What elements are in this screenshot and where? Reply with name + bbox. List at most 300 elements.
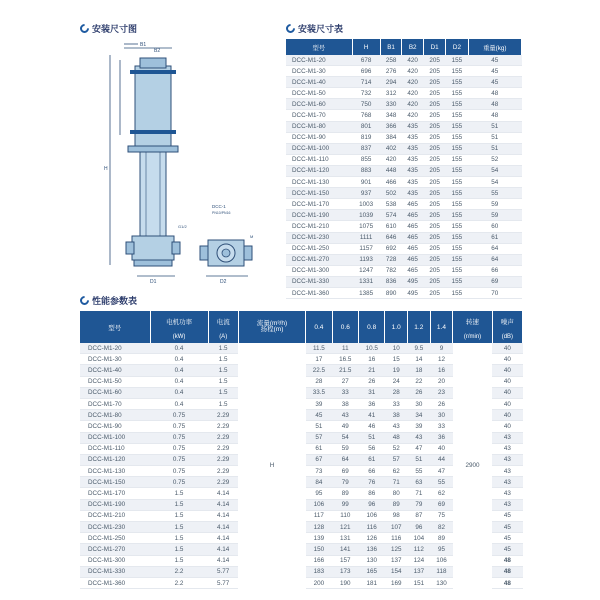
head-value-cell: 121 [332,522,358,533]
value-cell: 205 [423,199,445,210]
value-cell: 714 [352,77,380,88]
head-value-cell: 150 [306,544,332,555]
value-cell: 836 [380,276,402,287]
value-cell: 420 [380,154,402,165]
head-value-cell: 20 [430,376,453,387]
power-cell: 0.4 [150,343,208,354]
label-view: DCC-1 [212,204,226,209]
head-value-cell: 43 [332,410,358,421]
perf-header-noise-unit: (dB) [492,331,522,343]
value-cell: 45 [468,55,521,66]
value-cell: 465 [402,254,424,265]
power-cell: 0.4 [150,354,208,365]
value-cell: 1193 [352,254,380,265]
value-cell: 801 [352,121,380,132]
perf-header-flow-5: 1.4 [430,311,453,343]
head-value-cell: 96 [359,499,385,510]
value-cell: 45 [468,77,521,88]
noise-cell: 45 [492,510,522,521]
head-value-cell: 46 [359,421,385,432]
head-value-cell: 21 [359,365,385,376]
head-value-cell: 51 [408,454,431,465]
current-cell: 4.14 [208,544,238,555]
head-value-cell: 82 [430,522,453,533]
perf-header-noise: 噪声 [492,311,522,331]
noise-cell: 40 [492,421,522,432]
value-cell: 384 [380,132,402,143]
power-cell: 1.5 [150,510,208,521]
head-value-cell: 131 [332,533,358,544]
table-row [286,55,522,66]
head-value-cell: 18 [408,365,431,376]
label-m: M [250,234,254,239]
table-row [286,154,522,165]
current-cell: 1.5 [208,365,238,376]
model-cell: DCC-M1-40 [80,365,150,376]
current-cell: 4.14 [208,510,238,521]
label-b2: B2 [154,48,161,54]
power-cell: 1.5 [150,533,208,544]
head-value-cell: 38 [332,398,358,409]
head-value-cell: 116 [359,522,385,533]
model-cell: DCC-M1-190 [80,499,150,510]
noise-cell: 43 [492,466,522,477]
head-value-cell: 106 [306,499,332,510]
head-value-cell: 33 [430,421,453,432]
value-cell: 205 [423,66,445,77]
head-value-cell: 130 [359,555,385,566]
label-d1: D1 [150,279,157,285]
value-cell: 45 [468,66,521,77]
perf-header-speed: 转速 [453,311,492,331]
head-value-cell: 166 [306,555,332,566]
value-cell: 51 [468,121,521,132]
value-cell: 66 [468,265,521,276]
value-cell: 1075 [352,221,380,232]
dim-header-2: B1 [380,39,402,55]
table-row [286,121,522,132]
performance-table [80,311,523,589]
value-cell: 48 [468,88,521,99]
head-value-cell: 75 [430,510,453,521]
table-row [286,232,522,243]
perf-header-head: 扬程(m) [260,326,284,333]
value-cell: 768 [352,110,380,121]
head-value-cell: 43 [408,432,431,443]
value-cell: 1331 [352,276,380,287]
value-cell: 54 [468,165,521,176]
head-value-cell: 200 [306,577,332,588]
head-value-cell: 136 [359,544,385,555]
value-cell: 155 [446,254,468,265]
value-cell: 420 [402,77,424,88]
value-cell: 466 [380,177,402,188]
label-d2: D2 [220,279,227,285]
power-cell: 0.75 [150,421,208,432]
value-cell: 155 [446,177,468,188]
model-cell: DCC-M1-50 [286,88,352,99]
noise-cell: 48 [492,555,522,566]
value-cell: 1003 [352,199,380,210]
value-cell: 51 [468,132,521,143]
value-cell: 155 [446,287,468,298]
current-cell: 2.29 [208,421,238,432]
head-value-cell: 31 [359,387,385,398]
model-cell: DCC-M1-120 [286,165,352,176]
section-title-dimension-drawing: 安装尺寸图 [80,22,137,35]
value-cell: 465 [402,210,424,221]
power-cell: 2.2 [150,577,208,588]
head-value-cell: 89 [430,533,453,544]
value-cell: 782 [380,265,402,276]
value-cell: 52 [468,154,521,165]
noise-cell: 43 [492,488,522,499]
table-row [286,199,522,210]
value-cell: 59 [468,199,521,210]
current-cell: 2.29 [208,454,238,465]
table-row [286,265,522,276]
value-cell: 610 [380,221,402,232]
perf-header-flow: 流量(m³/h) [256,320,288,327]
table-row [286,254,522,265]
current-cell: 2.29 [208,443,238,454]
head-value-cell: 16.5 [332,354,358,365]
power-cell: 0.75 [150,443,208,454]
value-cell: 312 [380,88,402,99]
value-cell: 205 [423,77,445,88]
head-value-cell: 16 [430,365,453,376]
head-value-cell: 89 [332,488,358,499]
value-cell: 420 [402,66,424,77]
head-value-cell: 165 [359,566,385,577]
value-cell: 155 [446,154,468,165]
perf-header-flow-0: 0.4 [306,311,332,343]
pump-dimension-drawing [80,40,280,285]
head-value-cell: 51 [306,421,332,432]
motor-band-top [130,70,176,74]
head-value-cell: 55 [408,466,431,477]
model-cell: DCC-M1-70 [80,398,150,409]
model-cell: DCC-M1-230 [286,232,352,243]
head-value-cell: 10 [385,343,408,354]
value-cell: 54 [468,177,521,188]
head-value-cell: 14 [408,354,431,365]
current-cell: 1.5 [208,376,238,387]
power-cell: 0.4 [150,365,208,376]
model-cell: DCC-M1-360 [286,287,352,298]
value-cell: 61 [468,232,521,243]
head-value-cell: 48 [385,432,408,443]
noise-cell: 40 [492,387,522,398]
value-cell: 448 [380,165,402,176]
noise-cell: 45 [492,533,522,544]
value-cell: 435 [402,143,424,154]
noise-cell: 40 [492,343,522,354]
dim-header-0: 型号 [286,39,352,55]
model-cell: DCC-M1-30 [286,66,352,77]
noise-cell: 43 [492,432,522,443]
motor-flange [128,146,178,152]
head-value-cell: 11 [332,343,358,354]
head-value-cell: 64 [332,454,358,465]
value-cell: 883 [352,165,380,176]
head-value-cell: 28 [306,376,332,387]
head-value-cell: 39 [408,421,431,432]
value-cell: 495 [402,276,424,287]
head-value-cell: 56 [359,443,385,454]
model-cell: DCC-M1-130 [80,466,150,477]
value-cell: 495 [402,287,424,298]
model-cell: DCC-M1-170 [286,199,352,210]
head-value-cell: 28 [385,387,408,398]
value-cell: 205 [423,232,445,243]
head-value-cell: 79 [408,499,431,510]
perf-header-flow-head [238,311,305,343]
value-cell: 205 [423,154,445,165]
value-cell: 465 [402,221,424,232]
value-cell: 64 [468,243,521,254]
table-row [286,132,522,143]
head-value-cell: 76 [359,477,385,488]
noise-cell: 45 [492,522,522,533]
value-cell: 155 [446,132,468,143]
model-cell: DCC-M1-330 [80,566,150,577]
perf-header-power-unit: (kW) [150,331,208,343]
head-value-cell: 106 [430,555,453,566]
perf-header-flow-3: 1.0 [385,311,408,343]
model-cell: DCC-M1-50 [80,376,150,387]
model-cell: DCC-M1-20 [80,343,150,354]
value-cell: 258 [380,55,402,66]
model-cell: DCC-M1-120 [80,454,150,465]
model-cell: DCC-M1-250 [80,533,150,544]
head-value-cell: 130 [430,577,453,588]
value-cell: 155 [446,265,468,276]
head-value-cell: 40 [430,443,453,454]
head-value-cell: 47 [408,443,431,454]
table-row [286,243,522,254]
power-cell: 0.4 [150,376,208,387]
table-row [286,276,522,287]
model-cell: DCC-M1-150 [286,188,352,199]
value-cell: 205 [423,165,445,176]
value-cell: 155 [446,66,468,77]
head-value-cell: 19 [385,365,408,376]
current-cell: 1.5 [208,354,238,365]
table-row [80,343,523,354]
value-cell: 420 [402,99,424,110]
head-value-cell: 154 [385,566,408,577]
value-cell: 155 [446,165,468,176]
value-cell: 205 [423,177,445,188]
noise-cell: 43 [492,477,522,488]
model-cell: DCC-M1-110 [80,443,150,454]
value-cell: 205 [423,132,445,143]
head-value-cell: 86 [359,488,385,499]
value-cell: 155 [446,276,468,287]
speed-cell: 2900 [453,343,492,589]
head-value-cell: 26 [430,398,453,409]
head-value-cell: 59 [332,443,358,454]
value-cell: 420 [402,110,424,121]
head-value-cell: 98 [385,510,408,521]
head-value-cell: 110 [332,510,358,521]
head-value-cell: 12 [430,354,453,365]
current-cell: 2.29 [208,477,238,488]
table-row [286,177,522,188]
current-cell: 4.14 [208,522,238,533]
head-value-cell: 62 [430,488,453,499]
motor-band-bottom [130,130,176,134]
power-cell: 2.2 [150,566,208,577]
head-value-cell: 33 [332,387,358,398]
head-value-cell: 117 [306,510,332,521]
model-cell: DCC-M1-100 [80,432,150,443]
current-cell: 2.29 [208,432,238,443]
head-value-cell: 128 [306,522,332,533]
head-value-cell: 67 [306,454,332,465]
head-value-cell: 15 [385,354,408,365]
model-cell: DCC-M1-60 [80,387,150,398]
current-cell: 5.77 [208,566,238,577]
power-cell: 1.5 [150,522,208,533]
table-row [286,66,522,77]
head-value-cell: 104 [408,533,431,544]
head-value-cell: 95 [430,544,453,555]
head-value-cell: 24 [385,376,408,387]
value-cell: 155 [446,121,468,132]
head-value-cell: 181 [359,577,385,588]
value-cell: 465 [402,232,424,243]
value-cell: 1385 [352,287,380,298]
current-cell: 1.5 [208,343,238,354]
head-value-cell: 36 [359,398,385,409]
power-cell: 0.75 [150,410,208,421]
noise-cell: 40 [492,398,522,409]
value-cell: 155 [446,77,468,88]
value-cell: 155 [446,243,468,254]
model-cell: DCC-M1-100 [286,143,352,154]
head-value-cell: 33.5 [306,387,332,398]
head-value-cell: 84 [306,477,332,488]
table-row [286,165,522,176]
value-cell: 435 [402,154,424,165]
head-value-cell: 52 [385,443,408,454]
current-cell: 2.29 [208,466,238,477]
head-value-cell: 173 [332,566,358,577]
head-value-cell: 61 [306,443,332,454]
head-value-cell: 49 [332,421,358,432]
value-cell: 155 [446,199,468,210]
head-value-cell: 36 [430,432,453,443]
noise-cell: 48 [492,566,522,577]
value-cell: 155 [446,110,468,121]
pump-base [132,236,174,260]
head-value-cell: 107 [385,522,408,533]
value-cell: 465 [402,243,424,254]
table-row [286,287,522,298]
model-cell: DCC-M1-80 [80,410,150,421]
value-cell: 48 [468,99,521,110]
perf-header-flow-2: 0.8 [359,311,385,343]
value-cell: 1157 [352,243,380,254]
head-value-cell: 69 [430,499,453,510]
perf-header-speed-unit: (r/min) [453,331,492,343]
value-cell: 420 [402,55,424,66]
value-cell: 205 [423,188,445,199]
head-value-cell: 116 [385,533,408,544]
power-cell: 0.75 [150,432,208,443]
value-cell: 205 [423,110,445,121]
noise-cell: 40 [492,376,522,387]
current-cell: 5.77 [208,577,238,588]
value-cell: 692 [380,243,402,254]
table-row [286,77,522,88]
head-value-cell: 57 [385,454,408,465]
value-cell: 48 [468,110,521,121]
model-cell: DCC-M1-70 [286,110,352,121]
head-value-cell: 87 [408,510,431,521]
model-cell: DCC-M1-360 [80,577,150,588]
head-value-cell: 125 [385,544,408,555]
table-row [286,188,522,199]
model-cell: DCC-M1-20 [286,55,352,66]
head-value-cell: 45 [306,410,332,421]
model-cell: DCC-M1-150 [80,477,150,488]
head-value-cell: 26 [359,376,385,387]
model-cell: DCC-M1-230 [80,522,150,533]
power-cell: 1.5 [150,499,208,510]
noise-cell: 45 [492,544,522,555]
model-cell: DCC-M1-300 [286,265,352,276]
value-cell: 435 [402,121,424,132]
head-symbol-cell: H [238,343,305,589]
table-row [286,110,522,121]
motor-cap [140,58,166,68]
section-title-dimension-table: 安装尺寸表 [286,22,343,35]
dim-header-6: 重量(kg) [468,39,521,55]
noise-cell: 48 [492,577,522,588]
head-value-cell: 21.5 [332,365,358,376]
model-cell: DCC-M1-90 [286,132,352,143]
noise-cell: 40 [492,410,522,421]
noise-cell: 43 [492,499,522,510]
model-cell: DCC-M1-30 [80,354,150,365]
current-cell: 4.14 [208,555,238,566]
label-view-sub: PN10/PN16 [212,211,231,215]
value-cell: 678 [352,55,380,66]
current-cell: 4.14 [208,499,238,510]
current-cell: 2.29 [208,410,238,421]
dim-header-1: H [352,39,380,55]
label-g: G1/2 [178,224,187,229]
head-value-cell: 26 [408,387,431,398]
head-value-cell: 137 [408,566,431,577]
value-cell: 901 [352,177,380,188]
table-row [286,88,522,99]
outlet-flange [172,242,180,254]
head-value-cell: 47 [430,466,453,477]
value-cell: 60 [468,221,521,232]
value-cell: 574 [380,210,402,221]
noise-cell: 43 [492,443,522,454]
head-value-cell: 99 [332,499,358,510]
power-cell: 0.75 [150,477,208,488]
head-value-cell: 137 [385,555,408,566]
power-cell: 1.5 [150,544,208,555]
dimension-table-header [286,39,522,55]
dim-header-4: D1 [423,39,445,55]
